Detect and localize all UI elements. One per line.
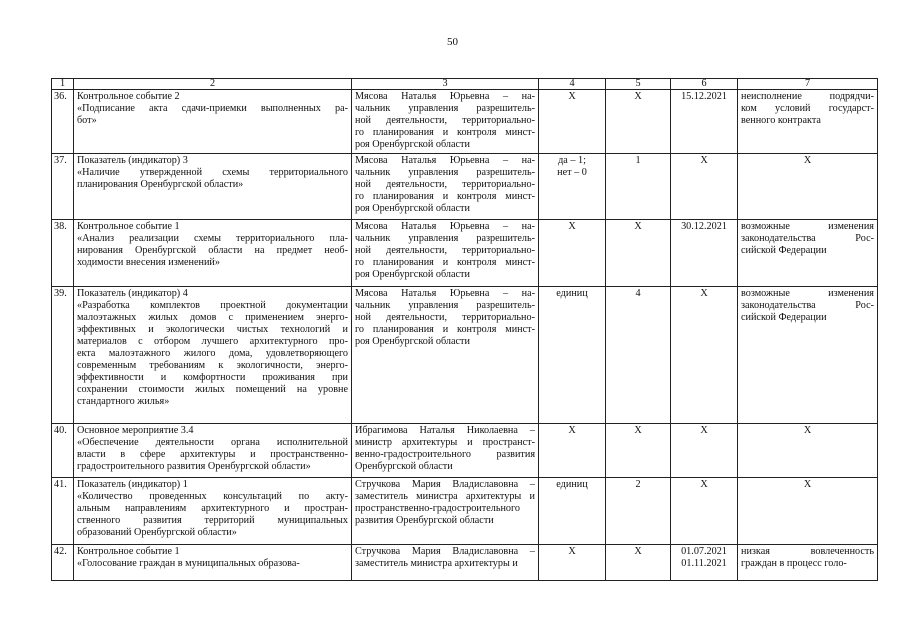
cell-line: венного контракта (741, 115, 821, 126)
date-cell (671, 545, 738, 581)
cell-line: Мясова Наталья Юрьевна – на- (355, 155, 535, 166)
unit-cell (539, 545, 606, 581)
cell-line: «Количество проведенных консультаций по акту- (77, 491, 348, 502)
event-description (74, 220, 352, 287)
cell-line: X (568, 425, 576, 436)
row-number: 42. (52, 545, 74, 581)
cell-line: X (700, 288, 708, 299)
responsible-person (352, 478, 539, 545)
unit-cell (539, 478, 606, 545)
row-number: 41. (52, 478, 74, 545)
cell-line: планирования Оренбургской области» (77, 179, 244, 190)
cell-line: эффективности и комфортности проживания при (77, 372, 348, 383)
cell-line: ком условий государст- (741, 103, 874, 114)
cell-line: X (700, 155, 708, 166)
event-description (74, 90, 352, 154)
event-description (74, 287, 352, 424)
value-cell: 1 (606, 154, 671, 220)
header-cell-7: 7 (738, 79, 878, 90)
row-number: 38. (52, 220, 74, 287)
header-cell-1: 1 (52, 79, 74, 90)
event-title: Показатель (индикатор) 1 (77, 479, 188, 490)
date-cell (671, 220, 738, 287)
responsible-person (352, 287, 539, 424)
cell-line: венно-градостроительного развития (355, 449, 535, 460)
cell-line: «Подписание акта сдачи-приемки выполненных ра- (77, 103, 348, 114)
date-cell (671, 287, 738, 424)
value-cell: X (606, 545, 671, 581)
value-cell: 4 (606, 287, 671, 424)
responsible-person (352, 154, 539, 220)
cell-line: «Анализ реализации схемы территориального пла- (77, 233, 348, 244)
cell-line: го планирования и контроля минст- (355, 127, 535, 138)
value-cell: X (606, 424, 671, 478)
cell-line: чальник управления разрешитель- (355, 233, 535, 244)
risk-cell (738, 545, 878, 581)
cell-line: ной деятельности, территориально- (355, 115, 535, 126)
event-description (74, 424, 352, 478)
cell-line: роя Оренбургской области (355, 139, 470, 150)
cell-line: X (568, 91, 576, 102)
cell-line: заместитель министра архитектуры и (355, 491, 535, 502)
value-cell: X (606, 220, 671, 287)
cell-line: альным направлениям архитектурного и простран- (77, 503, 348, 514)
cell-line: единиц (556, 479, 588, 490)
cell-line: екта малоэтажного жилого дома, удовлетворяющего (77, 348, 348, 359)
cell-line: чальник управления разрешитель- (355, 300, 535, 311)
cell-line: сийской Федерации (741, 312, 827, 323)
event-title: Контрольное событие 2 (77, 91, 180, 102)
date-cell (671, 90, 738, 154)
unit-cell (539, 220, 606, 287)
cell-line: роя Оренбургской области (355, 269, 470, 280)
cell-line: нирования Оренбургской области на предмет необ- (77, 245, 348, 256)
row-number: 40. (52, 424, 74, 478)
cell-line: власти в сфере архитектуры и пространственно- (77, 449, 348, 460)
cell-line: X (700, 479, 708, 490)
cell-line: X (803, 425, 812, 436)
page-number: 50 (447, 36, 458, 48)
value-cell: 2 (606, 478, 671, 545)
cell-line: министр архитектуры и пространст- (355, 437, 535, 448)
table-row (52, 287, 878, 424)
table-row (52, 220, 878, 287)
cell-line: ной деятельности, территориально- (355, 312, 535, 323)
risk-cell (738, 424, 878, 478)
date-cell (671, 478, 738, 545)
cell-line: малоэтажных жилых домов с применением энерго- (77, 312, 348, 323)
cell-line: 01.11.2021 (681, 558, 727, 569)
cell-line: Оренбургской области (355, 461, 453, 472)
row-number: 37. (52, 154, 74, 220)
cell-line: 15.12.2021 (681, 91, 727, 102)
event-description (74, 545, 352, 581)
cell-line: ственного развития территорий муниципальных (77, 515, 348, 526)
cell-line: го планирования и контроля минст- (355, 324, 535, 335)
event-description (74, 478, 352, 545)
cell-line: X (568, 221, 576, 232)
cell-line: неисполнение подрядчи- (741, 91, 874, 102)
cell-line: развития Оренбургской области (355, 515, 494, 526)
cell-line: да – 1; (558, 155, 586, 166)
header-cell-3: 3 (352, 79, 539, 90)
cell-line: Стручкова Мария Владиславовна – (355, 546, 535, 557)
unit-cell (539, 90, 606, 154)
cell-line: образований Оренбургской области» (77, 527, 237, 538)
cell-line: эффективных и экологически чистых технологий и (77, 324, 348, 335)
cell-line: го планирования и контроля минст- (355, 191, 535, 202)
cell-line: Ибрагимова Наталья Николаевна – (355, 425, 535, 436)
risk-cell (738, 154, 878, 220)
cell-line: «Разработка комплектов проектной документации (77, 300, 348, 311)
cell-line: стандартного жилья» (77, 396, 170, 407)
cell-line: градостроительного развития Оренбургской области» (77, 461, 311, 472)
cell-line: «Обеспечение деятельности органа исполнительной (77, 437, 348, 448)
cell-line: X (803, 479, 812, 490)
cell-line: роя Оренбургской области (355, 336, 470, 347)
cell-line: возможные изменения (741, 288, 874, 299)
risk-cell (738, 478, 878, 545)
cell-line: Стручкова Мария Владиславовна – (355, 479, 535, 490)
event-title: Контрольное событие 1 (77, 546, 180, 557)
event-description (74, 154, 352, 220)
risk-cell (738, 287, 878, 424)
header-cell-4: 4 (539, 79, 606, 90)
cell-line: X (568, 546, 576, 557)
cell-line: чальник управления разрешитель- (355, 167, 535, 178)
cell-line: Мясова Наталья Юрьевна – на- (355, 288, 535, 299)
cell-line: «Наличие утвержденной схемы территориального (77, 167, 348, 178)
event-title: Показатель (индикатор) 3 (77, 155, 188, 166)
header-cell-5: 5 (606, 79, 671, 90)
cell-line: 01.07.2021 (681, 546, 727, 557)
responsible-person (352, 220, 539, 287)
unit-cell (539, 287, 606, 424)
cell-line: Мясова Наталья Юрьевна – на- (355, 221, 535, 232)
cell-line: X (700, 425, 708, 436)
cell-line: низкая вовлеченность (741, 546, 874, 557)
cell-line: материалов с отбором лучшего архитектурного про- (77, 336, 348, 347)
risk-cell (738, 220, 878, 287)
cell-line: го планирования и контроля минст- (355, 257, 535, 268)
cell-line: сийской Федерации (741, 245, 827, 256)
header-row (52, 79, 878, 90)
event-title: Основное мероприятие 3.4 (77, 425, 194, 436)
cell-line: единиц (556, 288, 588, 299)
cell-line: ной деятельности, территориально- (355, 179, 535, 190)
date-cell (671, 424, 738, 478)
cell-line: законодательства Рос- (741, 300, 874, 311)
cell-line: заместитель министра архитектуры и (355, 558, 518, 569)
event-title: Показатель (индикатор) 4 (77, 288, 188, 299)
cell-line: ходимости внесения изменений» (77, 257, 220, 268)
responsible-person (352, 545, 539, 581)
cell-line: бот» (77, 115, 97, 126)
control-events-table (51, 78, 878, 581)
table-row (52, 154, 878, 220)
row-number: 36. (52, 90, 74, 154)
unit-cell (539, 424, 606, 478)
cell-line: чальник управления разрешитель- (355, 103, 535, 114)
responsible-person (352, 90, 539, 154)
cell-line: законодательства Рос- (741, 233, 874, 244)
cell-line: 30.12.2021 (681, 221, 727, 232)
table-row (52, 545, 878, 581)
responsible-person (352, 424, 539, 478)
table-row (52, 478, 878, 545)
event-title: Контрольное событие 1 (77, 221, 180, 232)
cell-line: X (803, 155, 812, 166)
row-number: 39. (52, 287, 74, 424)
cell-line: сохранении стоимости жилых помещений на уровне (77, 384, 348, 395)
cell-line: современным требованиям к экологичности, энерго- (77, 360, 348, 371)
value-cell: X (606, 90, 671, 154)
cell-line: граждан в процесс голо- (741, 558, 847, 569)
cell-line: Мясова Наталья Юрьевна – на- (355, 91, 535, 102)
unit-cell (539, 154, 606, 220)
cell-line: пространственно-градостроительного (355, 503, 521, 514)
table-row (52, 424, 878, 478)
table-row (52, 90, 878, 154)
cell-line: «Голосование граждан в муниципальных образова- (77, 558, 300, 569)
cell-line: нет – 0 (557, 167, 587, 178)
header-cell-6: 6 (671, 79, 738, 90)
header-cell-2: 2 (74, 79, 352, 90)
cell-line: роя Оренбургской области (355, 203, 470, 214)
risk-cell (738, 90, 878, 154)
cell-line: ной деятельности, территориально- (355, 245, 535, 256)
date-cell (671, 154, 738, 220)
cell-line: возможные изменения (741, 221, 874, 232)
